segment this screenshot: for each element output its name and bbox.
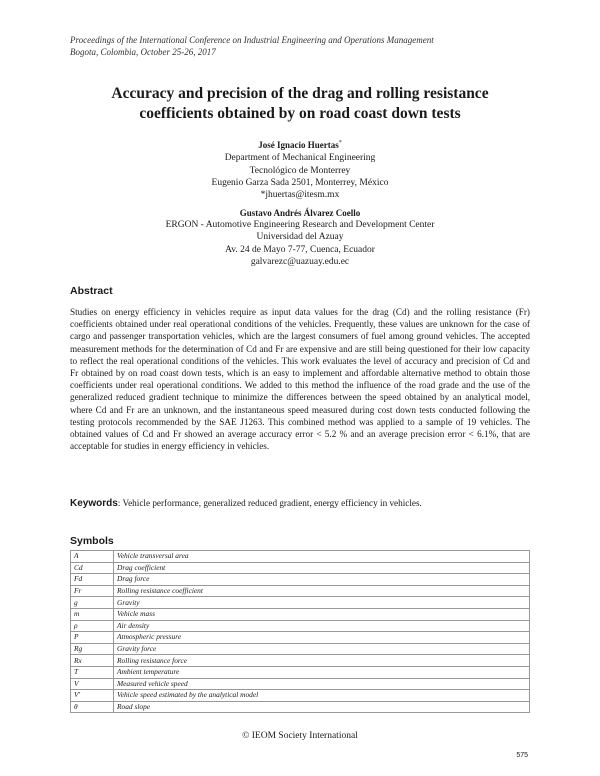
symbol-description-cell: Vehicle mass bbox=[114, 608, 530, 620]
author-2-address: Av. 24 de Mayo 7-77, Cuenca, Ecuador bbox=[225, 244, 375, 255]
symbol-row bbox=[71, 620, 530, 632]
symbol-cell: ρ bbox=[71, 620, 114, 632]
author-1-email: *jhuertas@itesm.mx bbox=[260, 189, 340, 200]
symbol-description-cell: Measured vehicle speed bbox=[114, 678, 530, 690]
symbol-description-cell: Drag coefficient bbox=[114, 562, 530, 574]
symbols-table bbox=[70, 550, 530, 713]
page-number: 575 bbox=[516, 752, 528, 759]
symbol-row bbox=[71, 574, 530, 586]
symbol-row bbox=[71, 678, 530, 690]
symbol-row bbox=[71, 701, 530, 713]
title-line-2: coefficients obtained by on road coast down tests bbox=[139, 105, 461, 122]
symbol-description-cell: Rolling resistance coefficient bbox=[114, 585, 530, 597]
conference-name: Proceedings of the International Conference on Industrial Engineering and Operations Management bbox=[70, 35, 434, 45]
symbol-cell: g bbox=[71, 597, 114, 609]
symbol-cell: Fd bbox=[71, 574, 114, 586]
symbol-row bbox=[71, 608, 530, 620]
abstract-body bbox=[70, 306, 530, 452]
symbol-cell: T bbox=[71, 666, 114, 678]
symbol-row bbox=[71, 666, 530, 678]
symbol-cell: P bbox=[71, 632, 114, 644]
author-1-dept: Department of Mechanical Engineering bbox=[224, 153, 376, 164]
author-1-name-line bbox=[60, 137, 540, 152]
symbol-description-cell: Air density bbox=[114, 620, 530, 632]
symbols-heading: Symbols bbox=[70, 535, 114, 547]
symbol-cell: Rg bbox=[71, 643, 114, 655]
title-line-1: Accuracy and precision of the drag and rolling resistance bbox=[111, 85, 489, 102]
symbol-description-cell: Drag force bbox=[114, 574, 530, 586]
abstract-text: Studies on energy efficiency in vehicles require as input data values for the drag (Cd) and the rolling resistance (Fr) coefficients obtained under real operational conditions of the vehicles. Frequently, these values are unknown for the case of cargo and passenger transportation vehicles, which are the largest consumers of fuel among ground vehicles. The accepted measurement methods for the determination of Cd and Fr are expensive and are still being questioned for their low capacity to reflect the real operational conditions of the vehicles. This work evaluates the level of accuracy and precision of Cd and Fr obtained by on road coast down tests, which is an easy to implement and affordable alternative method to obtain those coefficients under real operational conditions. We added to this method the influence of the road grade and the use of the generalized reduced gradient technique to minimize the differences between the speed obtained by an analytical model, where Cd and Fr are an unknown, and the instantaneous speed measured during cost down tests conducted following the testing protocols recommended by the SAE J1263. This combined method was applied to a sample of 19 vehicles. The obtained values of Cd and Fr showed an average accuracy error < 5.2 % and an average precision error < 6.1%, that are acceptable for studies in energy efficiency in vehicles. bbox=[70, 307, 530, 452]
conference-location-date: Bogota, Colombia, October 25-26, 2017 bbox=[70, 47, 216, 57]
symbol-description-cell: Gravity force bbox=[114, 643, 530, 655]
paper-title bbox=[60, 84, 540, 124]
symbol-description-cell: Rolling resistance force bbox=[114, 655, 530, 667]
conference-header bbox=[70, 34, 434, 58]
symbol-description-cell: Ambient temperature bbox=[114, 666, 530, 678]
author-2-block bbox=[60, 207, 540, 268]
author-1-mark: * bbox=[338, 140, 342, 146]
author-1-block bbox=[60, 137, 540, 201]
symbol-cell: A bbox=[71, 551, 114, 563]
symbol-description-cell: Vehicle transversal area bbox=[114, 551, 530, 563]
author-2-name: Gustavo Andrés Álvarez Coello bbox=[239, 208, 361, 218]
symbol-row bbox=[71, 632, 530, 644]
symbol-description-cell: Vehicle speed estimated by the analytical model bbox=[114, 690, 530, 702]
symbol-cell: Fr bbox=[71, 585, 114, 597]
author-1-address: Eugenio Garza Sada 2501, Monterrey, México bbox=[211, 177, 389, 188]
copyright-footer: © IEOM Society International bbox=[242, 731, 358, 741]
symbol-row bbox=[71, 562, 530, 574]
author-1-institution: Tecnológico de Monterrey bbox=[249, 165, 351, 176]
author-2-email: galvarezc@uazuay.edu.ec bbox=[250, 256, 350, 267]
symbol-row bbox=[71, 643, 530, 655]
symbol-description-cell: Gravity bbox=[114, 597, 530, 609]
author-2-institution: Universidad del Azuay bbox=[256, 232, 344, 243]
author-2-org: ERGON - Automotive Engineering Research and Development Center bbox=[165, 220, 435, 231]
keywords-label: Keywords bbox=[70, 498, 118, 509]
keywords-line bbox=[70, 497, 530, 510]
symbol-cell: V' bbox=[71, 690, 114, 702]
author-1-name: José Ignacio Huertas bbox=[258, 140, 339, 151]
symbol-description-cell: Road slope bbox=[114, 701, 530, 713]
symbol-cell: m bbox=[71, 608, 114, 620]
symbol-row bbox=[71, 690, 530, 702]
abstract-heading: Abstract bbox=[70, 285, 113, 297]
symbol-cell: θ bbox=[71, 701, 114, 713]
keywords-text: : Vehicle performance, generalized reduced gradient, energy efficiency in vehicles. bbox=[117, 498, 422, 508]
symbol-description-cell: Atmospheric pressure bbox=[114, 632, 530, 644]
symbol-cell: V bbox=[71, 678, 114, 690]
symbol-row bbox=[71, 655, 530, 667]
symbol-row bbox=[71, 585, 530, 597]
symbol-cell: Cd bbox=[71, 562, 114, 574]
symbol-row bbox=[71, 551, 530, 563]
symbol-row bbox=[71, 597, 530, 609]
symbol-cell: Rx bbox=[71, 655, 114, 667]
